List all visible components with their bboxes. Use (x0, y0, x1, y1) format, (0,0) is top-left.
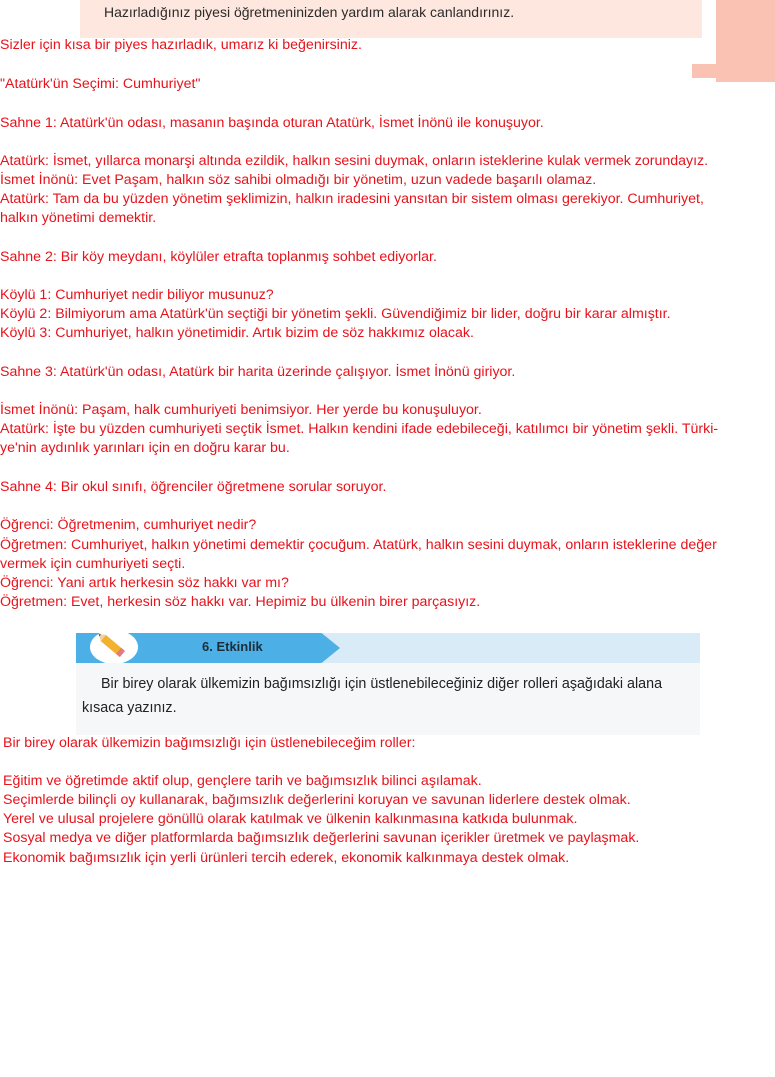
answer-item-4: Sosyal medya ve diğer platformlarda bağımsızlık değerlerini savunan içerikler üretmek ve paylaşmak. (3, 830, 640, 846)
answer-item-3: Yerel ve ulusal projelere gönüllü olarak katılmak ve ülkenin kalkınmasına katkıda bulunmak. (3, 811, 578, 827)
activity-title: 6. Etkinlik (202, 639, 263, 654)
scene-1-line-2: İsmet İnönü: Evet Paşam, halkın söz sahibi olmadığı bir yönetim, uzun vadede başarılı olamaz. (0, 172, 597, 188)
scene-1-line-3a: Atatürk: Tam da bu yüzden yönetim şeklimizin, halkın iradesini yansıtan bir sistem olması gerekiyor. Cumhuriyet, (0, 191, 704, 207)
activity-instruction-line-2: kısaca yazınız. (82, 700, 177, 716)
scene-2-line-1: Köylü 1: Cumhuriyet nedir biliyor musunuz? (0, 287, 274, 303)
scene-2-heading: Sahne 2: Bir köy meydanı, köylüler etrafta toplanmış sohbet ediyorlar. (0, 249, 437, 265)
play-title: "Atatürk'ün Seçimi: Cumhuriyet" (0, 76, 201, 92)
top-instruction-text: Hazırladığınız piyesi öğretmeninizden yardım alarak canlandırınız. (104, 4, 515, 20)
scene-3-line-2a: Atatürk: İşte bu yüzden cumhuriyeti seçtik İsmet. Halkın kendini ifade edebileceği, katılımcı bir yönetim şekli. Türki- (0, 421, 719, 437)
scene-1-line-3b: halkın yönetimi demektir. (0, 210, 157, 226)
scene-3-line-2b: ye'nin aydınlık yarınları için en doğru karar bu. (0, 440, 290, 456)
scene-1-heading: Sahne 1: Atatürk'ün odası, masanın başında oturan Atatürk, İsmet İnönü ile konuşuyor. (0, 115, 544, 131)
scene-4-line-2b: vermek için cumhuriyeti seçti. (0, 556, 186, 572)
answer-heading: Bir birey olarak ülkemizin bağımsızlığı için üstlenebileceğim roller: (3, 735, 416, 751)
scene-2-line-3: Köylü 3: Cumhuriyet, halkın yönetimidir. Artık bizim de söz hakkımız olacak. (0, 325, 474, 341)
activity-instruction-box (76, 663, 700, 735)
answer-item-1: Eğitim ve öğretimde aktif olup, gençlere tarih ve bağımsızlık bilinci aşılamak. (3, 773, 482, 789)
scene-4-heading: Sahne 4: Bir okul sınıfı, öğrenciler öğretmene sorular soruyor. (0, 479, 387, 495)
answer-item-2: Seçimlerde bilinçli oy kullanarak, bağımsızlık değerlerini koruyan ve savunan liderlere destek olmak. (3, 792, 631, 808)
play-intro: Sizler için kısa bir piyes hazırladık, umarız ki beğenirsiniz. (0, 37, 362, 53)
scene-4-line-2a: Öğretmen: Cumhuriyet, halkın yönetimi demektir çocuğum. Atatürk, halkın sesini duymak, onların isteklerine değer (0, 537, 717, 553)
scene-3-heading: Sahne 3: Atatürk'ün odası, Atatürk bir harita üzerinde çalışıyor. İsmet İnönü giriyor. (0, 364, 516, 380)
scene-1-line-1: Atatürk: İsmet, yıllarca monarşi altında ezildik, halkın sesini duymak, onların isteklerine kulak vermek zorundayız. (0, 153, 709, 169)
pencil-icon (90, 630, 138, 664)
answer-item-5: Ekonomik bağımsızlık için yerli ürünleri tercih ederek, ekonomik kalkınmaya destek olmak. (3, 850, 570, 866)
page-corner-tab-notch (692, 64, 732, 78)
scene-4-line-1: Öğrenci: Öğretmenim, cumhuriyet nedir? (0, 517, 257, 533)
scene-2-line-2: Köylü 2: Bilmiyorum ama Atatürk'ün seçtiği bir yönetim şekli. Güvendiğimiz bir lider, doğru bir karar almıştır. (0, 306, 671, 322)
scene-4-line-4: Öğretmen: Evet, herkesin söz hakkı var. Hepimiz bu ülkenin birer parçasıyız. (0, 594, 481, 610)
scene-4-line-3: Öğrenci: Yani artık herkesin söz hakkı var mı? (0, 575, 289, 591)
activity-instruction-line-1: Bir birey olarak ülkemizin bağımsızlığı için üstlenebileceğiniz diğer rolleri aşağıdaki alana (101, 676, 663, 692)
scene-3-line-1: İsmet İnönü: Paşam, halk cumhuriyeti benimsiyor. Her yerde bu konuşuluyor. (0, 402, 482, 418)
